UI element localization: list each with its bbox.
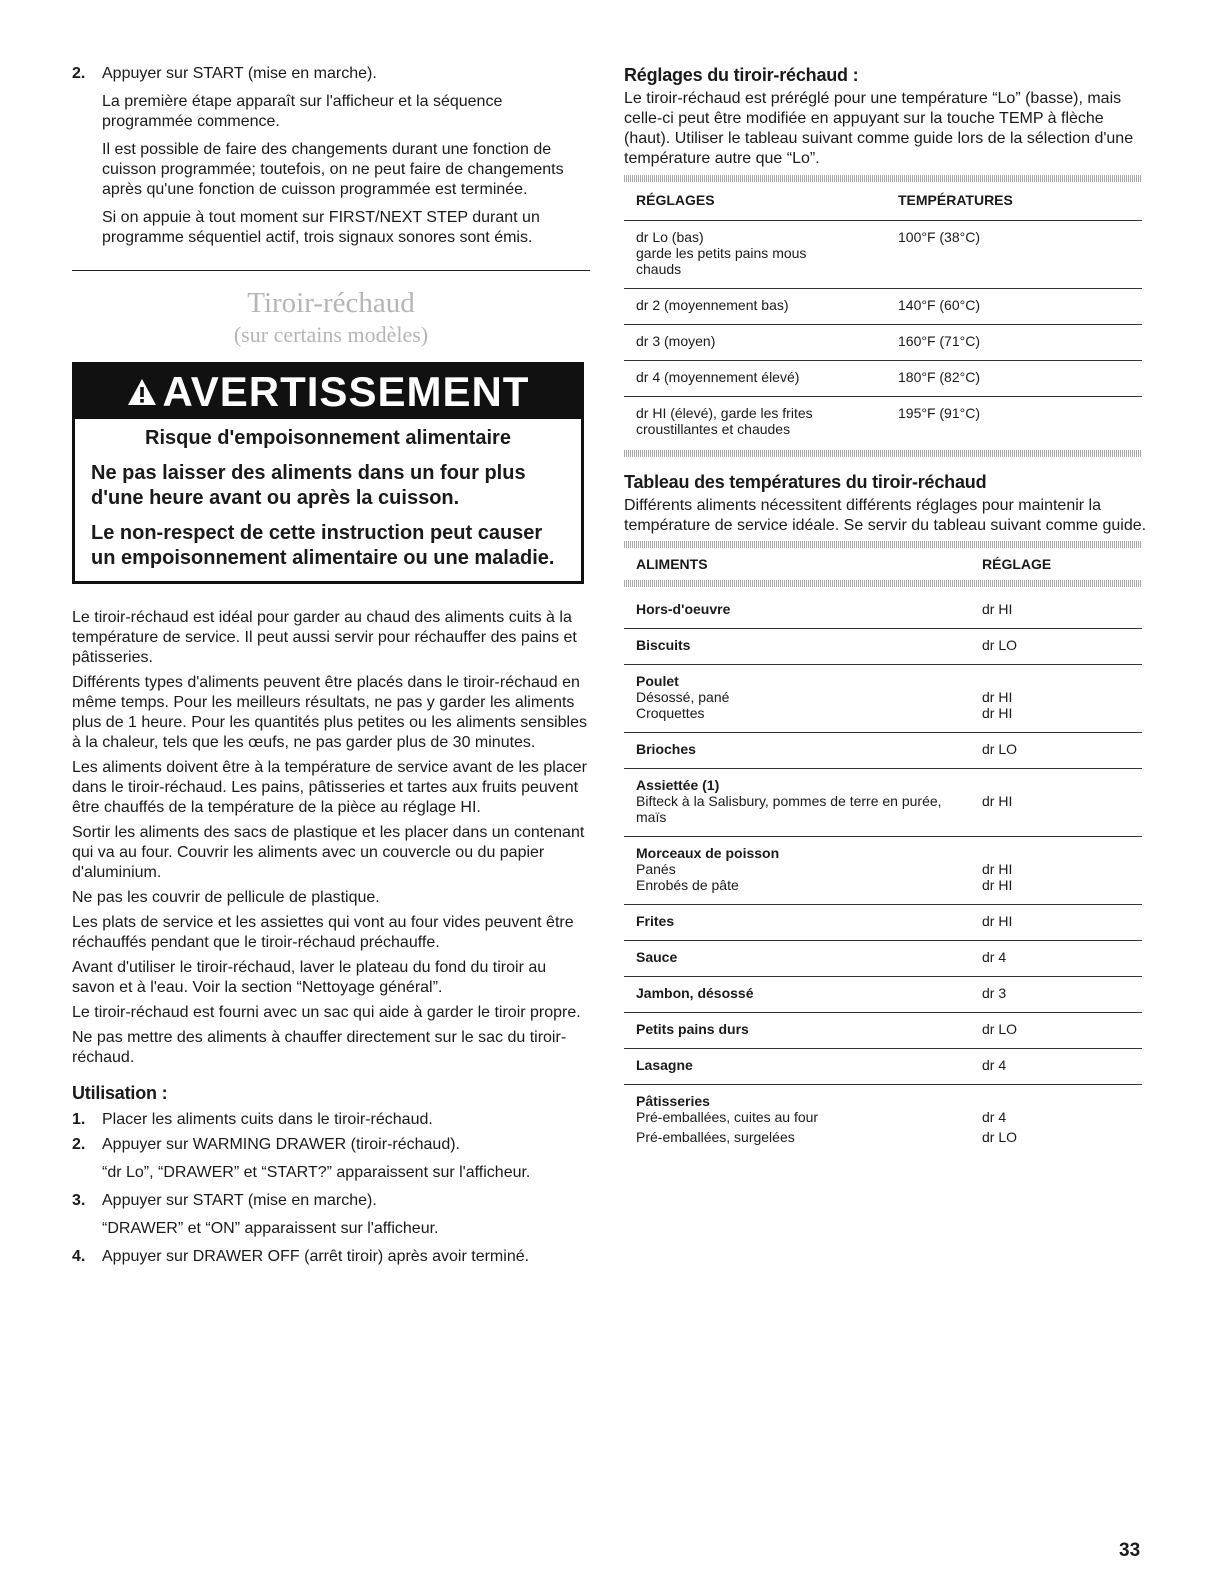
food-table (624, 541, 1142, 1156)
temperature-cell: 195°F (91°C) (898, 405, 981, 421)
step-text: Appuyer sur START (mise en marche). (102, 65, 377, 82)
setting-cell: dr 2 (moyennement bas) (636, 297, 789, 313)
food-cell: Petits pains durs (636, 1021, 749, 1037)
setting-cell: dr 4 (982, 1109, 1007, 1125)
food-subitem: Panés (636, 861, 676, 877)
table-row (624, 664, 1142, 732)
warning-box (72, 362, 584, 584)
table-row (624, 1048, 1142, 1084)
food-subitem: Croquettes (636, 705, 705, 721)
paragraph: Le tiroir-réchaud est fourni avec un sac qui aide à garder le tiroir propre. (72, 1004, 581, 1021)
setting-cell: dr HI (982, 877, 1013, 893)
paragraph: Ne pas mettre des aliments à chauffer directement sur le sac du tiroir-réchaud. (72, 1029, 567, 1066)
step-note: “dr Lo”, “DRAWER” et “START?” apparaissent sur l'afficheur. (102, 1164, 531, 1181)
paragraph: Les aliments doivent être à la température de service avant de les placer dans le tiroir-réchaud. Les pains, pâtisseries et tartes aux fruits peuvent être chauffés de la température de la pièce au réglage HI. (72, 759, 587, 816)
step-note: Il est possible de faire des changements durant une fonction de cuisson programmée; toutefois, on ne peut faire de changements après qu'une fonction de cuisson programmée est terminée. (102, 141, 564, 198)
column-header: ALIMENTS (636, 556, 708, 572)
setting-cell: dr 3 (moyen) (636, 333, 716, 349)
step-number: 1. (72, 1111, 86, 1128)
warning-risk: Risque d'empoisonnement alimentaire (145, 427, 511, 449)
table-row (624, 628, 1142, 664)
temps-intro: Différents aliments nécessitent différents réglages pour maintenir la température de service idéale. Se servir du tableau suivant comme guide. (624, 497, 1147, 534)
temperature-cell: 160°F (71°C) (898, 333, 981, 349)
setting-cell: dr LO (982, 637, 1018, 653)
table-row (624, 593, 1142, 628)
step-note: Si on appuie à tout moment sur FIRST/NEXT STEP durant un programme séquentiel actif, trois signaux sonores sont émis. (102, 209, 540, 246)
step-number: 3. (72, 1192, 86, 1209)
usage-step (72, 1191, 590, 1211)
food-cell: Pâtisseries (636, 1093, 710, 1109)
setting-cell: dr LO (982, 1129, 1018, 1145)
food-cell: Hors-d'oeuvre (636, 601, 731, 617)
table-row (624, 1084, 1142, 1156)
warning-line: Le non-respect de cette instruction peut causer un empoisonnement alimentaire ou une maladie. (91, 522, 555, 569)
table-rule (624, 450, 1142, 457)
divider (72, 270, 590, 271)
step-text: Appuyer sur START (mise en marche). (102, 1192, 377, 1209)
setting-cell: dr 4 (moyennement élevé) (636, 369, 800, 385)
table-rule (624, 580, 1142, 587)
temperature-cell: 100°F (38°C) (898, 229, 981, 245)
setting-cell: dr 4 (982, 1057, 1007, 1073)
step-note: La première étape apparaît sur l'afficheur et la séquence programmée commence. (102, 93, 503, 130)
food-cell: Morceaux de poisson (636, 845, 780, 861)
warning-title: AVERTISSEMENT (162, 368, 530, 415)
setting-cell: dr 3 (982, 985, 1007, 1001)
step-number: 4. (72, 1248, 86, 1265)
setting-cell: dr HI (982, 913, 1013, 929)
usage-step (72, 1110, 590, 1130)
step-number: 2. (72, 1136, 86, 1153)
food-cell: Brioches (636, 741, 696, 757)
column-header: TEMPÉRATURES (898, 192, 1013, 208)
settings-table (624, 175, 1142, 457)
warning-line: Ne pas laisser des aliments dans un four plus d'une heure avant ou après la cuisson. (91, 462, 526, 509)
paragraph: Le tiroir-réchaud est idéal pour garder au chaud des aliments cuits à la température de service. Il peut aussi servir pour réchauffer des pains et pâtisseries. (72, 609, 577, 666)
food-cell: Lasagne (636, 1057, 693, 1073)
food-cell: Assiettée (1) (636, 777, 720, 793)
setting-cell: dr LO (982, 741, 1018, 757)
temps-heading: Tableau des températures du tiroir-réchaud (624, 472, 987, 492)
table-row (624, 940, 1142, 976)
paragraph: Ne pas les couvrir de pellicule de plastique. (72, 889, 380, 906)
settings-intro: Le tiroir-réchaud est préréglé pour une température “Lo” (basse), mais celle-ci peut être modifiée en appuyant sur la touche TEMP à flèche (haut). Utiliser le tableau suivant comme guide lors de la sélection d'une température autre que “Lo”. (624, 90, 1134, 167)
setting-cell: dr HI (982, 705, 1013, 721)
step-note: “DRAWER” et “ON” apparaissent sur l'afficheur. (102, 1220, 439, 1237)
temperature-cell: 180°F (82°C) (898, 369, 981, 385)
setting-cell: dr 4 (982, 949, 1007, 965)
food-cell: Biscuits (636, 637, 691, 653)
step-text: Appuyer sur DRAWER OFF (arrêt tiroir) après avoir terminé. (102, 1248, 530, 1265)
paragraph: Sortir les aliments des sacs de plastique et les placer dans un contenant qui va au four. Couvrir les aliments avec un couvercle ou du papier d'aluminium. (72, 824, 585, 881)
food-subitem: Pré-emballées, surgelées (636, 1129, 795, 1145)
table-row (624, 324, 1142, 360)
left-column (72, 64, 590, 1267)
food-cell: Frites (636, 913, 675, 929)
warning-triangle-icon (127, 378, 157, 406)
right-column (624, 64, 1154, 1156)
food-cell: Jambon, désossé (636, 985, 754, 1001)
setting-cell: dr HI (élevé), garde les frites croustillantes et chaudes (636, 405, 813, 437)
step-text: Appuyer sur WARMING DRAWER (tiroir-réchaud). (102, 1136, 460, 1153)
usage-heading: Utilisation : (72, 1083, 168, 1103)
paragraph: Les plats de service et les assiettes qui vont au four vides peuvent être réchauffés pendant que le tiroir-réchaud préchauffe. (72, 914, 574, 951)
food-subitem: Désossé, pané (636, 689, 730, 705)
table-row (624, 396, 1142, 448)
paragraph: Avant d'utiliser le tiroir-réchaud, laver le plateau du fond du tiroir au savon et à l'eau. Voir la section “Nettoyage général”. (72, 959, 547, 996)
table-rule (624, 175, 1142, 182)
table-header (624, 188, 1142, 212)
warning-header (75, 365, 581, 419)
setting-cell: dr HI (982, 601, 1013, 617)
settings-heading: Réglages du tiroir-réchaud : (624, 65, 859, 85)
table-row (624, 904, 1142, 940)
usage-step (72, 1135, 590, 1155)
column-header: RÉGLAGES (636, 192, 715, 208)
food-subitem: Bifteck à la Salisbury, pommes de terre en purée, maïs (636, 793, 942, 825)
intro-step (72, 64, 590, 84)
column-header: RÉGLAGE (982, 556, 1052, 572)
table-row (624, 732, 1142, 768)
table-row (624, 360, 1142, 396)
setting-cell: dr LO (982, 1021, 1018, 1037)
setting-cell: dr HI (982, 793, 1013, 809)
table-row (624, 836, 1142, 904)
temperature-cell: 140°F (60°C) (898, 297, 981, 313)
table-row (624, 288, 1142, 324)
table-row (624, 768, 1142, 836)
step-number: 2. (72, 65, 86, 82)
table-row (624, 976, 1142, 1012)
table-row (624, 1012, 1142, 1048)
paragraph: Différents types d'aliments peuvent être placés dans le tiroir-réchaud en même temps. Pour les meilleurs résultats, ne pas y garder les aliments plus de 1 heure. Pour les quantités plus petites ou les aliments sensibles à la chaleur, tels que les œufs, ne pas garder plus de 30 minutes. (72, 674, 587, 751)
section-title: Tiroir-réchaud (247, 287, 415, 319)
setting-cell: dr Lo (bas) (636, 229, 704, 245)
section-subtitle: (sur certains modèles) (233, 322, 429, 347)
setting-cell: dr HI (982, 861, 1013, 877)
page-number: 33 (1119, 1540, 1141, 1561)
setting-detail: garde les petits pains mous chauds (636, 245, 807, 277)
food-subitem: Enrobés de pâte (636, 877, 739, 893)
food-subitem: Pré-emballées, cuites au four (636, 1109, 819, 1125)
food-cell: Poulet (636, 673, 679, 689)
usage-step (72, 1247, 590, 1267)
table-row (624, 220, 1142, 288)
step-text: Placer les aliments cuits dans le tiroir-réchaud. (102, 1111, 433, 1128)
setting-cell: dr HI (982, 689, 1013, 705)
table-header (624, 554, 1142, 574)
food-cell: Sauce (636, 949, 678, 965)
table-rule (624, 541, 1142, 548)
